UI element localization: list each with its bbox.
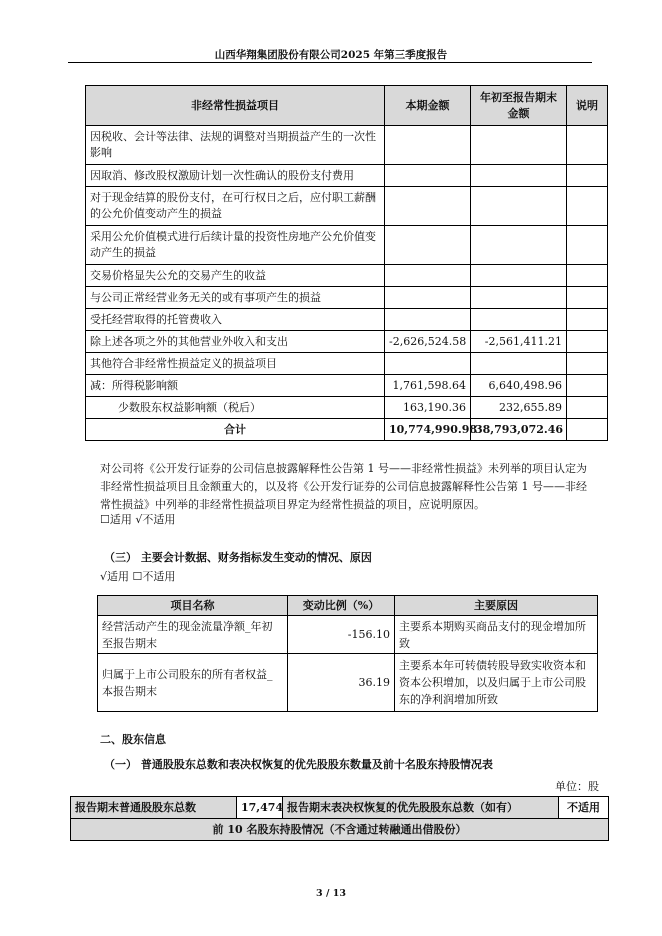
preferred-holders-value: 不适用 bbox=[559, 797, 609, 819]
table-row bbox=[71, 797, 609, 819]
table-row bbox=[86, 375, 608, 397]
row-ytd bbox=[471, 165, 567, 187]
col-header-name: 项目名称 bbox=[98, 596, 288, 616]
row-note bbox=[567, 397, 608, 419]
row-ratio: 36.19 bbox=[288, 654, 395, 712]
col-header-reason: 主要原因 bbox=[395, 596, 598, 616]
col-header-current: 本期金额 bbox=[385, 86, 471, 126]
row-item: 与公司正常经营业务无关的或有事项产生的损益 bbox=[86, 287, 385, 309]
row-item: 少数股东权益影响额（税后） bbox=[86, 397, 385, 419]
row-note bbox=[567, 331, 608, 353]
table-row bbox=[86, 226, 608, 265]
table-header-row bbox=[98, 596, 598, 616]
row-item: 采用公允价值模式进行后续计量的投资性房地产公允价值变动产生的损益 bbox=[86, 226, 385, 265]
common-holders-label: 报告期末普通股股东总数 bbox=[71, 797, 237, 819]
header-rule bbox=[68, 62, 592, 63]
unit-label: 单位：股 bbox=[555, 780, 599, 793]
table-row bbox=[86, 397, 608, 419]
col-header-note: 说明 bbox=[567, 86, 608, 126]
row-current: 1,761,598.64 bbox=[385, 375, 471, 397]
row-ytd bbox=[471, 309, 567, 331]
section-two-subtitle: （一） 普通股股东总数和表决权恢复的优先股股东数量及前十名股东持股情况表 bbox=[104, 758, 493, 771]
total-label: 合计 bbox=[86, 419, 385, 441]
row-ytd bbox=[471, 126, 567, 165]
row-item: 减：所得税影响额 bbox=[86, 375, 385, 397]
row-ytd: -2,561,411.21 bbox=[471, 331, 567, 353]
row-ytd: 6,640,498.96 bbox=[471, 375, 567, 397]
row-name: 归属于上市公司股东的所有者权益_本报告期末 bbox=[98, 654, 288, 712]
row-current bbox=[385, 309, 471, 331]
row-current bbox=[385, 187, 471, 226]
indicator-change-table bbox=[97, 595, 598, 712]
table-row bbox=[86, 187, 608, 226]
total-current: 10,774,990.98 bbox=[385, 419, 471, 441]
row-current bbox=[385, 353, 471, 375]
table-row bbox=[86, 287, 608, 309]
row-reason: 主要系本期购买商品支付的现金增加所致 bbox=[395, 616, 598, 654]
row-note bbox=[567, 287, 608, 309]
row-item: 受托经营取得的托管费收入 bbox=[86, 309, 385, 331]
section-two-title: 二、股东信息 bbox=[100, 733, 166, 746]
row-note bbox=[567, 126, 608, 165]
col-header-ytd: 年初至报告期末金额 bbox=[471, 86, 567, 126]
row-item: 除上述各项之外的其他营业外收入和支出 bbox=[86, 331, 385, 353]
row-current: 163,190.36 bbox=[385, 397, 471, 419]
row-name: 经营活动产生的现金流量净额_年初至报告期末 bbox=[98, 616, 288, 654]
total-ytd: 38,793,072.46 bbox=[471, 419, 567, 441]
row-note bbox=[567, 226, 608, 265]
row-item: 因取消、修改股权激励计划一次性确认的股份支付费用 bbox=[86, 165, 385, 187]
row-current bbox=[385, 287, 471, 309]
common-holders-value: 17,474 bbox=[237, 797, 283, 819]
table-row bbox=[86, 331, 608, 353]
table-row bbox=[86, 165, 608, 187]
table-row bbox=[98, 616, 598, 654]
row-item: 因税收、会计等法律、法规的调整对当期损益产生的一次性影响 bbox=[86, 126, 385, 165]
shareholder-count-table bbox=[70, 796, 609, 841]
row-note bbox=[567, 353, 608, 375]
row-ytd bbox=[471, 265, 567, 287]
row-ytd bbox=[471, 287, 567, 309]
row-ytd bbox=[471, 187, 567, 226]
row-current bbox=[385, 226, 471, 265]
table-row bbox=[86, 126, 608, 165]
table-row bbox=[86, 309, 608, 331]
row-note bbox=[567, 375, 608, 397]
row-note bbox=[567, 187, 608, 226]
row-current bbox=[385, 165, 471, 187]
table-row bbox=[98, 654, 598, 712]
section-3-applicability: √适用 ☐不适用 bbox=[100, 570, 176, 583]
table-total-row bbox=[86, 419, 608, 441]
explanation-paragraph: 对公司将《公开发行证券的公司信息披露解释性公告第 1 号——非经常性损益》未列举的项目认定为非经常性损益项目且金额重大的，以及将《公开发行证券的公司信息披露解释性公告第 1 号——非经常性损益》中列举的非经常性损益项目界定为经常性损益的项目，应说明原因。 bbox=[100, 462, 587, 511]
row-current bbox=[385, 265, 471, 287]
row-ytd bbox=[471, 226, 567, 265]
table-row bbox=[71, 819, 609, 841]
row-item: 交易价格显失公允的交易产生的收益 bbox=[86, 265, 385, 287]
table-header-row bbox=[86, 86, 608, 126]
preferred-holders-label: 报告期末表决权恢复的优先股股东总数（如有） bbox=[283, 797, 559, 819]
row-current: -2,626,524.58 bbox=[385, 331, 471, 353]
total-note bbox=[567, 419, 608, 441]
section-3-title: （三） 主要会计数据、财务指标发生变动的情况、原因 bbox=[104, 551, 372, 564]
row-ytd bbox=[471, 353, 567, 375]
row-item: 对于现金结算的股份支付，在可行权日之后，应付职工薪酬的公允价值变动产生的损益 bbox=[86, 187, 385, 226]
row-note bbox=[567, 309, 608, 331]
explanation-applicability: ☐适用 √不适用 bbox=[100, 513, 176, 526]
col-header-item: 非经常性损益项目 bbox=[86, 86, 385, 126]
col-header-ratio: 变动比例（%） bbox=[288, 596, 395, 616]
table-row bbox=[86, 353, 608, 375]
report-header-title: 山西华翔集团股份有限公司2025 年第三季度报告 bbox=[214, 49, 448, 61]
row-item: 其他符合非经常性损益定义的损益项目 bbox=[86, 353, 385, 375]
row-ytd: 232,655.89 bbox=[471, 397, 567, 419]
row-ratio: -156.10 bbox=[288, 616, 395, 654]
row-note bbox=[567, 165, 608, 187]
table-row bbox=[86, 265, 608, 287]
row-note bbox=[567, 265, 608, 287]
row-reason: 主要系本年可转债转股导致实收资本和资本公积增加，以及归属于上市公司股东的净利润增加所致 bbox=[395, 654, 598, 712]
row-current bbox=[385, 126, 471, 165]
top10-holders-caption: 前 10 名股东持股情况（不含通过转融通出借股份） bbox=[71, 819, 609, 841]
non-recurring-pl-table bbox=[85, 85, 608, 441]
page-number: 3 / 13 bbox=[316, 888, 346, 899]
